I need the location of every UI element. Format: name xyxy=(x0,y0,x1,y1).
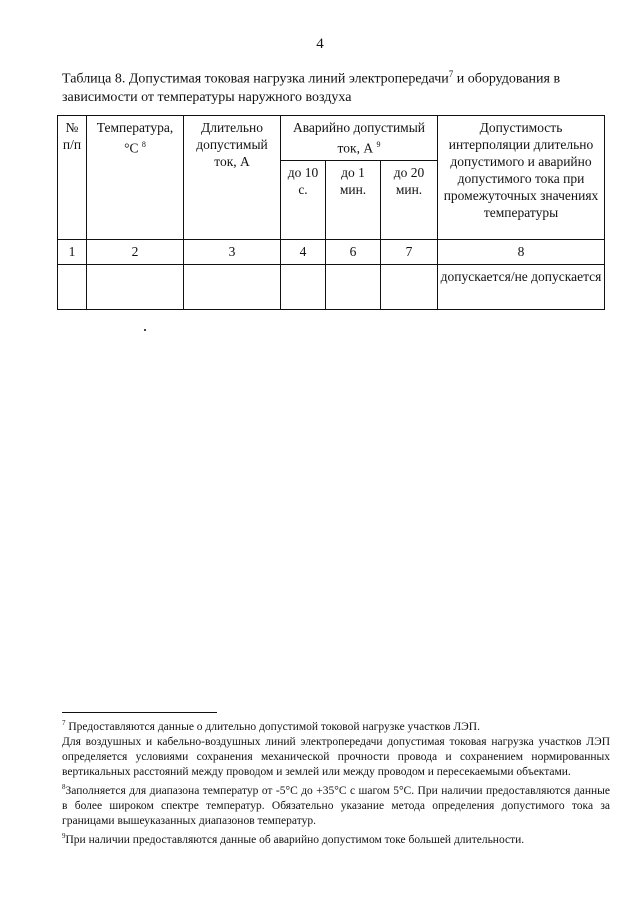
col-number: 2 xyxy=(87,239,184,264)
header-temperature: Температура, °С $^8$ xyxy=(87,116,184,240)
header-emergency-current: Аварийно допустимый ток, А $^9$ xyxy=(281,116,438,161)
footnote-9: $^9$При наличии предоставляются данные об аварийно допустимом токе большей длительности. xyxy=(62,831,525,846)
table-caption xyxy=(62,65,602,107)
col-number: 1 xyxy=(58,239,87,264)
header-continuous-current: Длительно допустимый ток, А xyxy=(184,116,281,240)
col-number: 3 xyxy=(184,239,281,264)
table-cell xyxy=(326,264,381,309)
caption-text: Таблица 8. Допустимая токовая нагрузка линий электропередачи xyxy=(62,71,449,87)
table-cell xyxy=(184,264,281,309)
page-number: 4 xyxy=(316,36,324,52)
footnote-7-cont: Для воздушных и кабельно-воздушных линий электропередачи допустимая токовая нагрузка участков ЛЭП определяется условиями сохранения механической прочности провода и сохранением нормированных вертикальных расстояний между проводом и землей или между проводом и пересекаемыми объектами. xyxy=(62,735,610,778)
table-cell xyxy=(281,264,326,309)
col-number: 7 xyxy=(381,239,438,264)
footnotes xyxy=(62,716,610,847)
stray-mark xyxy=(144,329,146,331)
caption-text-cont: и оборудования в зависимости от температуры наружного воздуха xyxy=(62,71,561,105)
subheader-20min: до 20 мин. xyxy=(381,160,438,239)
current-load-table xyxy=(57,115,605,310)
footnote-divider xyxy=(62,712,217,713)
col-number: 4 xyxy=(281,239,326,264)
table-cell xyxy=(381,264,438,309)
subheader-10s: до 10 с. xyxy=(281,160,326,239)
header-number: № п/п xyxy=(58,116,87,240)
header-row xyxy=(58,116,605,161)
header-interpolation: Допустимость интерполяции длительно допустимого и аварийно допустимого тока при промежуточных значениях температуры xyxy=(438,116,605,240)
footnote-8: $^8$Заполняется для диапазона температур от -5°С до +35°С с шагом 5°С. При наличии предоставляются данные в более широком спектре температур. Обязательно указание метода определения допустимого тока за границами вышеуказанных диапазонов температур. xyxy=(62,782,610,827)
table-cell xyxy=(58,264,87,309)
caption-footnote-ref: 7 xyxy=(448,69,454,79)
col-number: 8 xyxy=(438,239,605,264)
table-cell-interpolation: допускается/не допускается xyxy=(438,264,605,309)
subheader-1min: до 1 мин. xyxy=(326,160,381,239)
table-row xyxy=(58,264,605,309)
footnote-7: $^7$ Предоставляются данные о длительно допустимой токовой нагрузке участков ЛЭП. xyxy=(62,719,480,733)
table-cell xyxy=(87,264,184,309)
col-number: 6 xyxy=(326,239,381,264)
numbering-row xyxy=(58,239,605,264)
